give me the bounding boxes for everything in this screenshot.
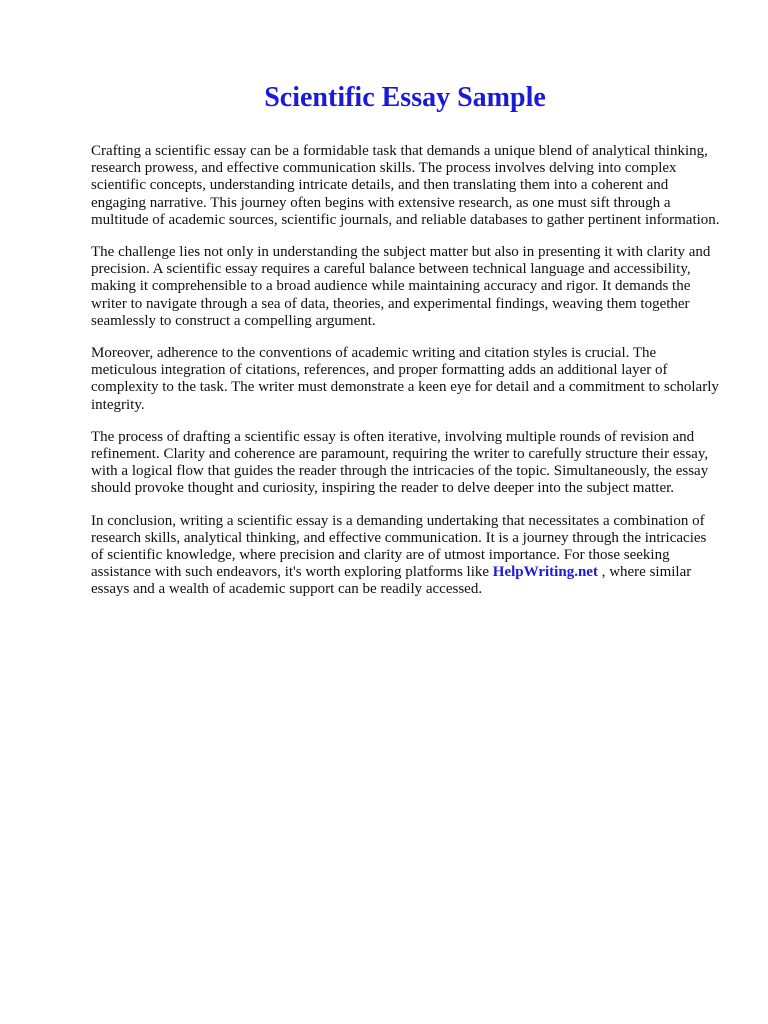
paragraph-5-conclusion — [91, 513, 721, 599]
paragraph-3: Moreover, adherence to the conventions of academic writing and citation styles is crucial. The meticulous integration of citations, references, and proper formatting adds an additional layer of complexity to the task. The writer must demonstrate a keen eye for detail and a commitment to scholarly integrity. — [91, 345, 719, 413]
essay-body — [91, 143, 721, 614]
paragraph-4: The process of drafting a scientific essay is often iterative, involving multiple rounds of revision and refinement. Clarity and coherence are paramount, requiring the writer to carefully structure their essay, with a logical flow that guides the reader through the intricacies of the topic. Simultaneously, the essay should provoke thought and curiosity, inspiring the reader to delve deeper into the subject matter. — [91, 428, 709, 497]
paragraph-2: The challenge lies not only in understanding the subject matter but also in presenting it with clarity and precision. A scientific essay requires a careful balance between technical language and accessibility, making it comprehensible to a broad audience while maintaining accuracy and rigor. It demands the writer to navigate through a sea of data, theories, and experimental findings, weaving them together seamlessly to construct a compelling argument. — [91, 244, 711, 329]
conclusion-text: In conclusion, writing a scientific essay is a demanding undertaking that necessitates a combination of research skills, analytical thinking, and effective communication. It is a journey through the intricacies of scientific knowledge, where precision and clarity are of utmost importance. For those seeking assistance with such endeavors, it's worth exploring platforms like — [91, 512, 707, 581]
helpwriting-link[interactable]: HelpWriting.net — [492, 564, 598, 581]
paragraph-1: Crafting a scientific essay can be a formidable task that demands a unique blend of analytical thinking, research prowess, and effective communication skills. The process involves delving into complex scientific concepts, understanding intricate details, and then translating them into a coherent and engaging narrative. This journey often begins with extensive research, as one must sift through a multitude of academic sources, scientific journals, and reliable databases to gather pertinent information. — [91, 143, 720, 228]
conclusion-text-end: , where similar essays and a wealth of academic support can be readily accessed. — [91, 564, 692, 598]
page-title: Scientific Essay Sample — [264, 82, 546, 113]
